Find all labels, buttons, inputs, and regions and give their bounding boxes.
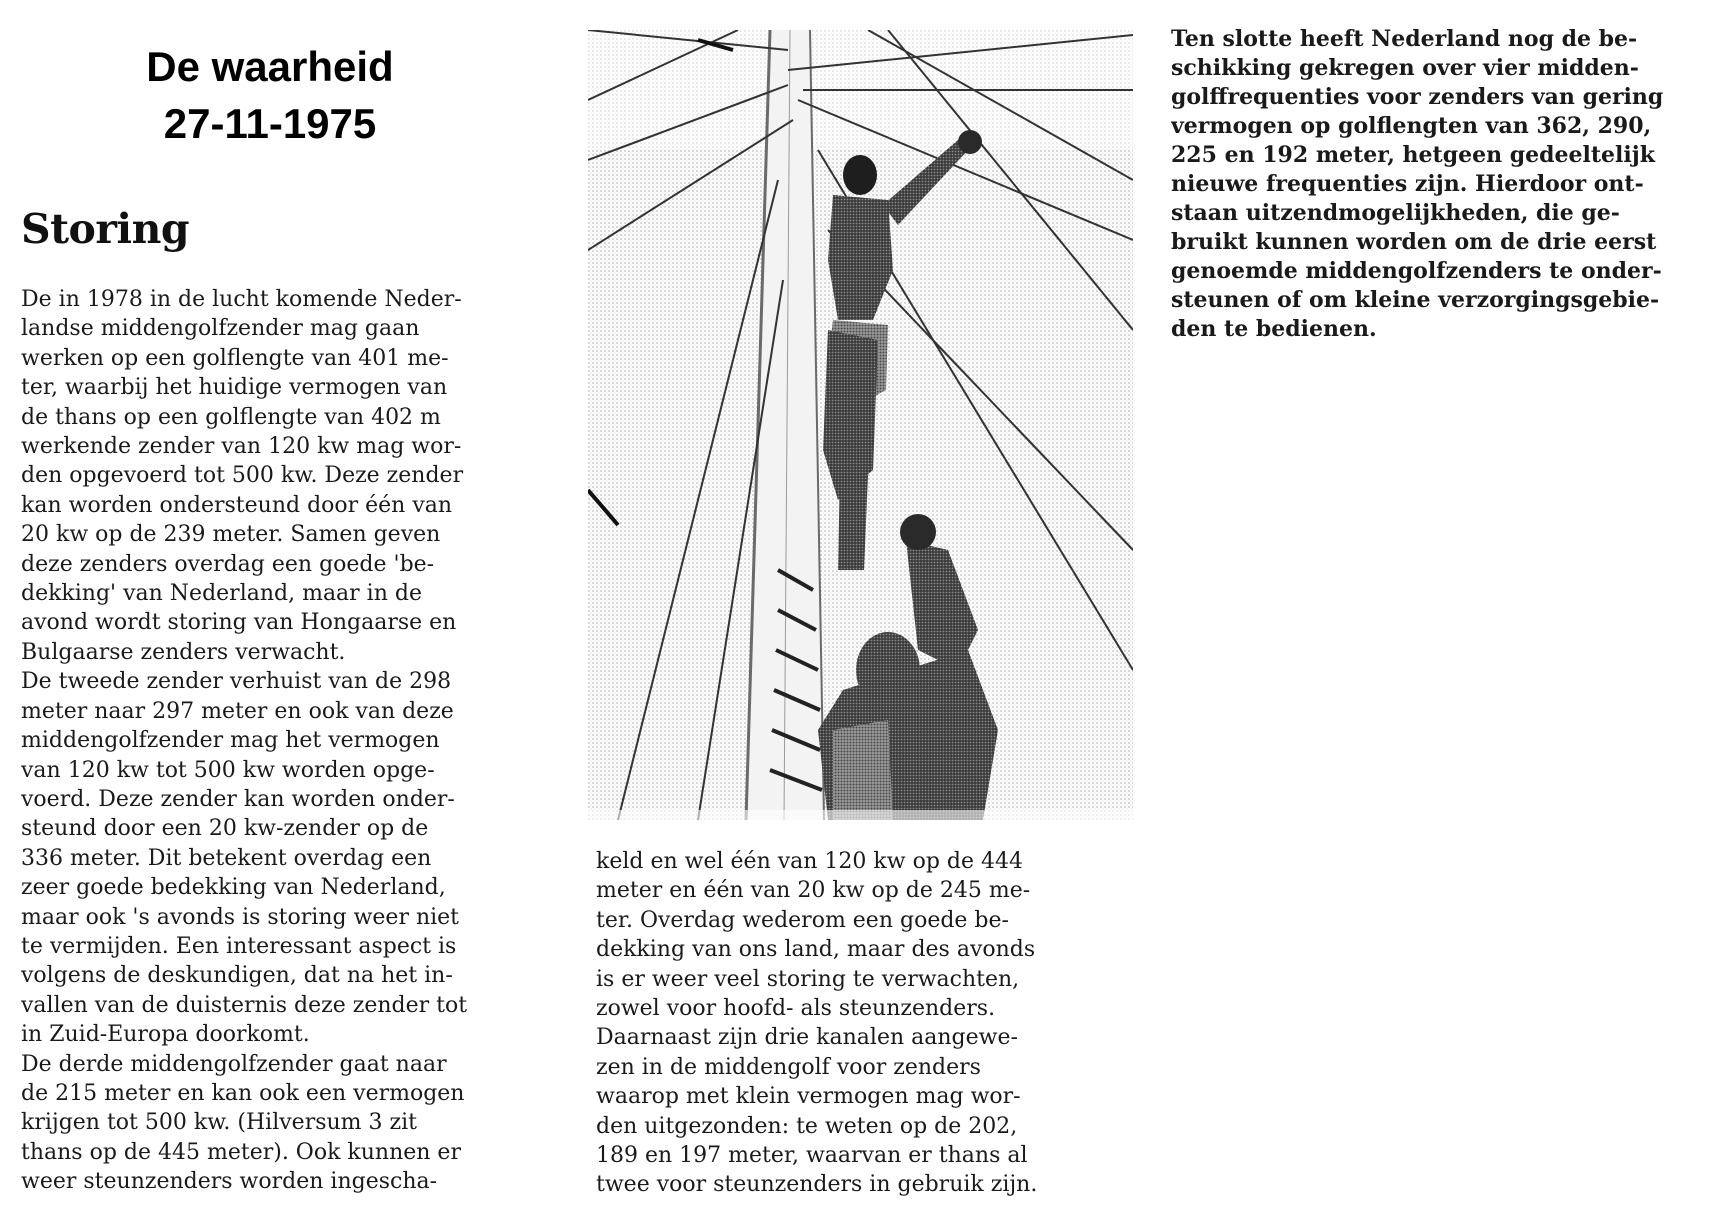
article-line: golffrequenties voor zenders van gering [1171,84,1664,110]
article-line: keld en wel één van 120 kw op de 444 [596,849,1023,874]
article-line: middengolfzender mag het vermogen [21,728,440,754]
article-line: den uitgezonden: te weten op de 202, [596,1113,1018,1139]
article-headline: Storing [21,205,190,253]
article-line: weer steunzenders worden ingescha- [21,1169,438,1195]
article-line: twee voor steunzenders in gebruik zijn. [596,1172,1038,1198]
article-line: dekking' van Nederland, maar in de [21,581,422,607]
article-line: landse middengolfzender mag gaan [21,316,420,342]
article-line: avond wordt storing van Hongaarse en [21,610,457,636]
article-line: maar ook 's avonds is storing weer niet [21,904,460,930]
article-line: thans op de 445 meter). Ook kunnen er [21,1139,461,1165]
article-line: 225 en 192 meter, hetgeen gedeeltelijk [1171,142,1655,168]
article-line: ter, waarbij het huidige vermogen van [21,375,448,401]
article-line: volgens de deskundigen, dat na het in- [21,963,453,989]
article-line: werkende zender van 120 kw mag wor- [21,434,462,460]
article-line: zeer goede bedekking van Nederland, [21,875,446,901]
article-line: Daarnaast zijn drie kanalen aangewe- [596,1025,1018,1051]
article-line: steund door een 20 kw-zender op de [21,816,429,842]
article-line: Bulgaarse zenders verwacht. [21,639,346,665]
article-line: Ten slotte heeft Nederland nog de be- [1171,26,1638,52]
newspaper-header [90,38,450,152]
article-photo [588,30,1133,820]
article-line: meter naar 297 meter en ook van deze [21,698,454,724]
article-line: steunen of om kleine verzorgingsgebie- [1171,287,1660,313]
article-line: staan uitzendmogelijkheden, die ge- [1171,200,1620,226]
article-line: in Zuid-Europa doorkomt. [21,1022,310,1048]
article-line: meter en één van 20 kw op de 245 me- [596,878,1031,904]
article-column-1 [21,285,566,1197]
article-line: kan worden ondersteund door één van [21,492,453,518]
article-line: vallen van de duisternis deze zender tot [21,992,468,1018]
article-line: De derde middengolfzender gaat naar [21,1051,447,1077]
article-line: den te bedienen. [1171,316,1377,342]
article-column-3 [1171,25,1703,344]
mast-climbers-photo [588,30,1133,820]
article-line: 336 meter. Dit betekent overdag een [21,845,432,871]
article-line: ter. Overdag wederom een goede be- [596,907,1009,933]
article-line: voerd. Deze zender kan worden onder- [21,786,455,812]
article-line: van 120 kw tot 500 kw worden opge- [21,757,435,783]
article-line: 20 kw op de 239 meter. Samen geven [21,522,441,548]
article-column-2 [596,847,1136,1200]
article-line: nieuwe frequenties zijn. Hierdoor ont- [1171,171,1644,197]
article-line: de 215 meter en kan ook een vermogen [21,1080,465,1106]
article-line: te vermijden. Een interessant aspect is [21,933,457,959]
newspaper-date: 27-11-1975 [163,100,377,147]
article-line: werken op een golflengte van 401 me- [21,345,449,371]
article-line: bruikt kunnen worden om de drie eerst [1171,229,1657,255]
article-line: schikking gekregen over vier midden- [1171,55,1639,81]
article-line: dekking van ons land, maar des avonds [596,937,1036,963]
article-line: vermogen op golflengten van 362, 290, [1171,113,1652,139]
article-line: De in 1978 in de lucht komende Neder- [21,287,462,312]
newspaper-name: De waarheid [146,43,394,90]
article-line: zen in de middengolf voor zenders [596,1054,981,1080]
article-line: 189 en 197 meter, waarvan er thans al [596,1143,1028,1169]
article-line: De tweede zender verhuist van de 298 [21,669,452,695]
article-line: den opgevoerd tot 500 kw. Deze zender [21,463,464,489]
article-line: is er weer veel storing te verwachten, [596,966,1020,992]
article-line: krijgen tot 500 kw. (Hilversum 3 zit [21,1110,417,1136]
article-line: de thans op een golflengte van 402 m [21,404,441,430]
article-line: waarop met klein vermogen mag wor- [596,1084,1021,1110]
article-line: zowel voor hoofd- als steunzenders. [596,996,996,1022]
article-line: genoemde middengolfzenders te onder- [1171,258,1662,284]
article-line: deze zenders overdag een goede 'be- [21,551,435,577]
